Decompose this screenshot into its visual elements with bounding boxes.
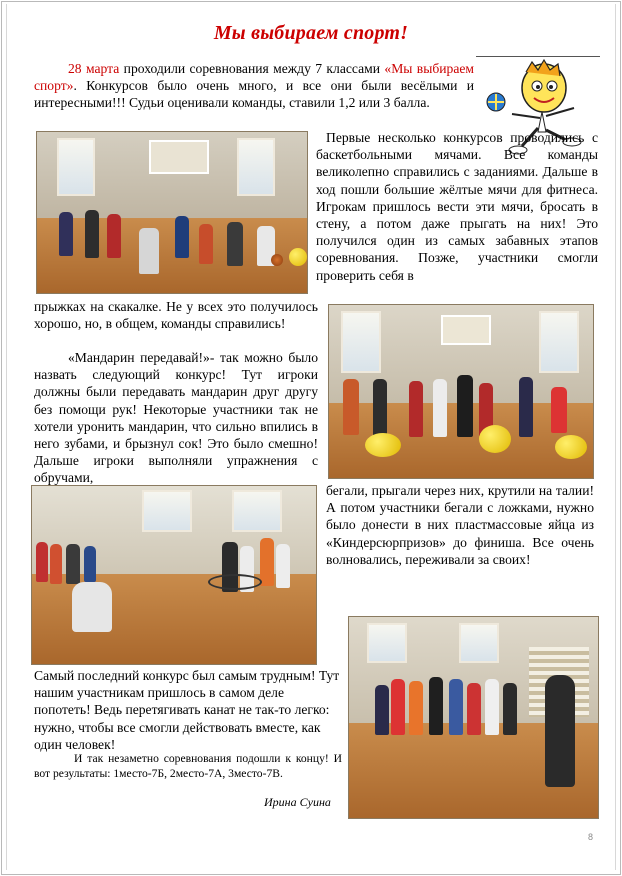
paragraph-5: И так незаметно соревнования подошли к концу! И вот результаты: 1место-7Б, 2место-7А, 3место-7В. bbox=[34, 752, 342, 780]
header-rule bbox=[476, 56, 600, 57]
paragraph-3-cont: бегали, прыгали через них, крутили на талии! А потом участники бегали с ложками, нужно было донести в них пластмассовые яйца из «Киндерсюрпризов» до финиша. Все очень волновались, переживали за своих! bbox=[326, 483, 594, 567]
intro-date: 28 марта bbox=[68, 61, 120, 76]
photo-tug-of-war bbox=[348, 616, 599, 819]
paragraph-2-cont: прыжках на скакалке. Не у всех это получилось хорошо, но, в общем, команды справились! bbox=[34, 299, 318, 332]
paragraph-2-col: Первые несколько конкурсов проводились с баскетбольными мячами. Все команды великолепно справились с заданиями. Дальше в ход пошли большие жёлтые мячи для фитнеса. Игрокам пришлось вести эти мячи, бросать в стену, а потом даже прыгать на них! Это получился один из самых забавных этапов соревнования. Позже, участники смогли проверить себя в bbox=[316, 130, 598, 283]
intro-text-b: . Конкурсов было очень много, и все они были весёлыми и интересными!!! Судьи оценивали команды, ставили 1,2 или 3 балла. bbox=[34, 78, 474, 111]
intro-text-a: проходили соревнования между 7 классами bbox=[119, 61, 385, 76]
paragraph-3: «Мандарин передавай!»- так можно было назвать следующий конкурс! Тут игроки должны были передавать мандарин друг другу без помощи рук! Некоторые участники так не хотели уронить мандарин, что сильно впились в него зубами, и брызнул сок! Это было смешно! Дальше игроки выполняли упражнения с обручами, bbox=[34, 350, 318, 486]
intro-paragraph bbox=[34, 60, 474, 112]
page-number: 8 bbox=[588, 832, 594, 842]
article-title: Мы выбираем спорт! bbox=[213, 22, 409, 44]
photo-basketball-contest bbox=[36, 131, 308, 294]
photo-fitness-balls bbox=[328, 304, 594, 479]
photo-hoops-contest bbox=[31, 485, 317, 665]
author-signature: Ирина Суина bbox=[264, 795, 331, 809]
intro-quote: «Мы выбираем спорт» bbox=[34, 61, 475, 94]
paragraph-4: Самый последний конкурс был самым трудным! Тут нашим участникам пришлось в самом деле попотеть! Ведь перетягивать канат не так-то легко: нужно, чтобы все смогли действовать вместе, как один человек! bbox=[34, 668, 340, 752]
